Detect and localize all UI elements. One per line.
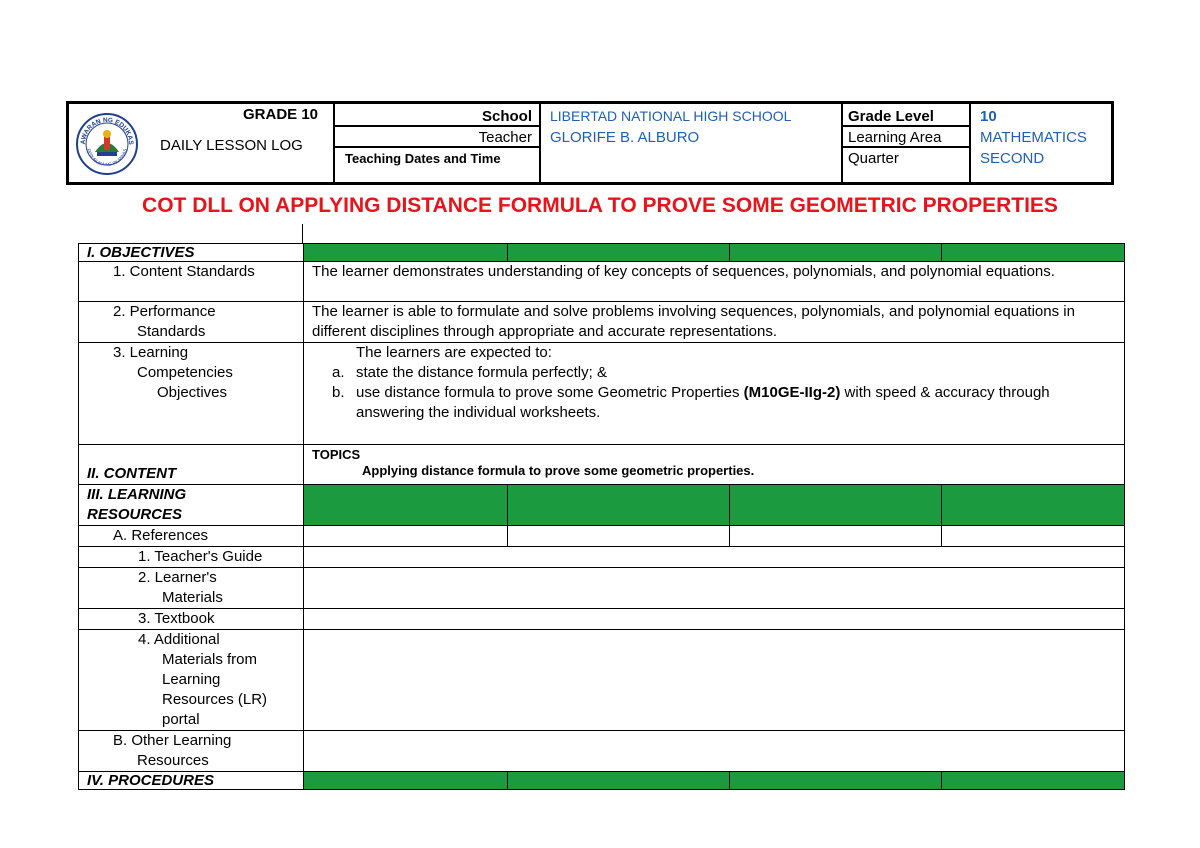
competency-code: (M10GE-IIg-2) bbox=[743, 384, 841, 401]
green-cell bbox=[304, 244, 508, 262]
additional-line3: Learning bbox=[162, 671, 221, 688]
competency-text bbox=[356, 383, 1116, 423]
table-row bbox=[79, 772, 1125, 790]
teacher-value: GLORIFE B. ALBURO bbox=[550, 129, 700, 146]
green-cell bbox=[508, 772, 730, 790]
school-label: School bbox=[481, 108, 532, 125]
content-standards-text: The learner demonstrates understanding of key concepts of sequences, polynomials, and polynomial equations. bbox=[304, 262, 1125, 302]
table-row bbox=[79, 547, 1125, 568]
performance-standards-label bbox=[79, 302, 304, 343]
green-cell bbox=[730, 244, 942, 262]
table-row bbox=[79, 445, 1125, 485]
competencies-intro: The learners are expected to: bbox=[356, 344, 552, 361]
log-type-label: DAILY LESSON LOG bbox=[160, 137, 303, 154]
competencies-label bbox=[79, 343, 304, 445]
empty-cell bbox=[304, 547, 1125, 568]
deped-seal-icon bbox=[75, 112, 139, 176]
empty-cell bbox=[304, 526, 508, 547]
other-resources-label bbox=[79, 731, 304, 772]
other-line1: B. Other Learning bbox=[113, 732, 232, 749]
seal-top-text: AWARAN NG EDUKAS bbox=[79, 116, 135, 145]
green-cell bbox=[304, 772, 508, 790]
teacher-label: Teacher bbox=[478, 129, 532, 146]
green-cell bbox=[942, 244, 1125, 262]
performance-label-line2: Standards bbox=[137, 323, 206, 340]
empty-cell bbox=[304, 731, 1125, 772]
green-cell bbox=[730, 485, 942, 526]
table-row bbox=[79, 343, 1125, 445]
page-title: COT DLL ON APPLYING DISTANCE FORMULA TO PROVE SOME GEOMETRIC PROPERTIES bbox=[142, 194, 1058, 217]
grade-level-value: 10 bbox=[980, 108, 997, 125]
green-cell bbox=[942, 485, 1125, 526]
competency-text-pre: use distance formula to prove some Geometric Properties bbox=[356, 384, 744, 401]
header-divider bbox=[841, 101, 843, 185]
dates-label: Teaching Dates and Time bbox=[345, 151, 501, 166]
competencies-label-line1: 3. Learning bbox=[113, 344, 189, 361]
resources-heading-line1: III. LEARNING bbox=[87, 486, 187, 503]
learners-materials-line2: Materials bbox=[162, 589, 223, 606]
resources-heading-line2: RESOURCES bbox=[87, 506, 183, 523]
additional-line1: 4. Additional bbox=[138, 631, 220, 648]
table-row bbox=[79, 609, 1125, 630]
additional-line4: Resources (LR) bbox=[162, 691, 268, 708]
school-value: LIBERTAD NATIONAL HIGH SCHOOL bbox=[550, 108, 792, 124]
green-cell bbox=[508, 485, 730, 526]
item-marker: a. bbox=[332, 364, 345, 381]
table-row bbox=[79, 630, 1125, 731]
topics-label: TOPICS bbox=[312, 447, 361, 462]
header-divider bbox=[969, 101, 971, 185]
empty-cell bbox=[730, 526, 942, 547]
learners-materials-label bbox=[79, 568, 304, 609]
item-marker: b. bbox=[332, 384, 345, 401]
table-row bbox=[79, 302, 1125, 343]
teachers-guide-label: 1. Teacher's Guide bbox=[79, 547, 304, 568]
empty-cell bbox=[304, 609, 1125, 630]
seal-bottom-text: REPUBLIKA NG PILIPINAS bbox=[86, 148, 128, 168]
other-line2: Resources bbox=[137, 752, 209, 769]
additional-materials-label bbox=[79, 630, 304, 731]
table-row bbox=[79, 526, 1125, 547]
learners-materials-line1: 2. Learner's bbox=[138, 569, 217, 586]
competency-item bbox=[332, 363, 1116, 383]
additional-line5: portal bbox=[162, 711, 200, 728]
green-cell bbox=[304, 485, 508, 526]
performance-label-line1: 2. Performance bbox=[113, 303, 216, 320]
empty-cell bbox=[942, 526, 1125, 547]
header-divider bbox=[333, 101, 335, 185]
empty-cell bbox=[304, 568, 1125, 609]
learning-area-label: Learning Area bbox=[848, 129, 942, 146]
competency-text-post: with speed & accuracy through answering the individual worksheets. bbox=[356, 384, 1050, 421]
green-cell bbox=[508, 244, 730, 262]
header-divider bbox=[539, 101, 541, 185]
grade-label: GRADE 10 bbox=[243, 106, 319, 123]
table-row bbox=[79, 244, 1125, 262]
resources-heading bbox=[79, 485, 304, 526]
table-row bbox=[79, 568, 1125, 609]
learning-area-value: MATHEMATICS bbox=[980, 129, 1087, 146]
textbook-label: 3. Textbook bbox=[79, 609, 304, 630]
table-row bbox=[79, 262, 1125, 302]
competency-item bbox=[332, 383, 1116, 423]
grade-level-label: Grade Level bbox=[848, 108, 934, 125]
references-label: A. References bbox=[79, 526, 304, 547]
green-cell bbox=[942, 772, 1125, 790]
competencies-text bbox=[304, 343, 1125, 445]
text-cursor bbox=[302, 224, 303, 243]
content-heading: II. CONTENT bbox=[79, 445, 304, 485]
green-cell bbox=[730, 772, 942, 790]
empty-cell bbox=[508, 526, 730, 547]
quarter-value: SECOND bbox=[980, 150, 1045, 167]
table-row bbox=[79, 731, 1125, 772]
procedures-heading: IV. PROCEDURES bbox=[79, 772, 304, 790]
additional-line2: Materials from bbox=[162, 651, 258, 668]
competency-text: state the distance formula perfectly; & bbox=[356, 364, 607, 381]
competencies-label-line3: Objectives bbox=[157, 384, 228, 401]
content-standards-label: 1. Content Standards bbox=[79, 262, 304, 302]
quarter-label: Quarter bbox=[848, 150, 899, 167]
table-row bbox=[79, 485, 1125, 526]
objectives-heading: I. OBJECTIVES bbox=[79, 244, 304, 262]
competencies-label-line2: Competencies bbox=[137, 364, 233, 381]
topic-text: Applying distance formula to prove some geometric properties. bbox=[362, 463, 755, 478]
lesson-log-table bbox=[78, 243, 1125, 790]
performance-standards-text: The learner is able to formulate and solve problems involving sequences, polynomials, and polynomial equations in different disciplines through appropriate and accurate representations. bbox=[304, 302, 1125, 343]
empty-cell bbox=[304, 630, 1125, 731]
content-topics bbox=[304, 445, 1125, 485]
